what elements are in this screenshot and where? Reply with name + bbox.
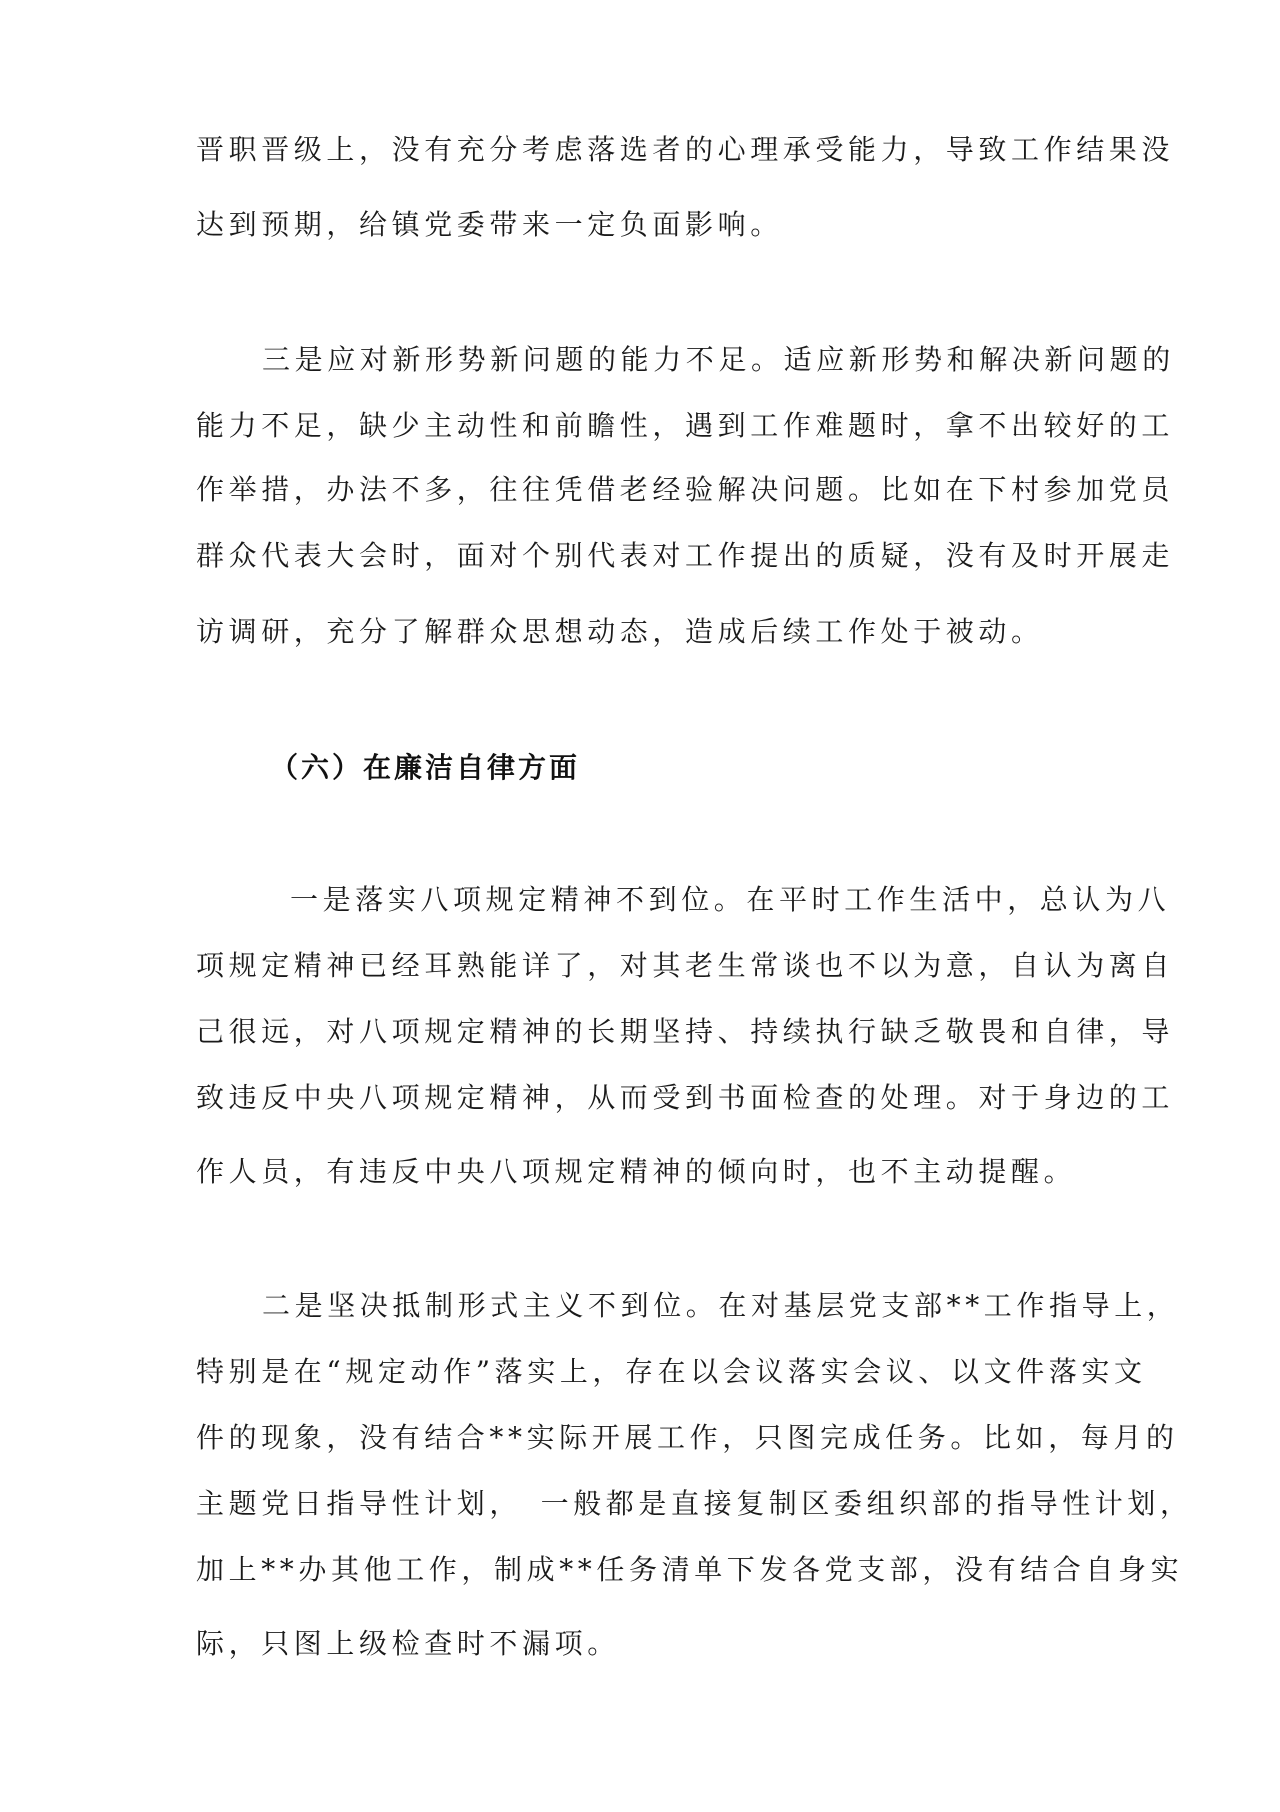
text-line: 一是落实八项规定精神不到位。在平时工作生活中，总认为八 [290, 883, 1171, 916]
text-line: 主题党日指导性计划， 一般都是直接复制区委组织部的指导性计划， [196, 1487, 1193, 1520]
text-line: 访调研，充分了解群众思想动态，造成后续工作处于被动。 [196, 615, 1044, 648]
text-line: 群众代表大会时，面对个别代表对工作提出的质疑，没有及时开展走 [196, 539, 1175, 572]
text-line: 项规定精神已经耳熟能详了，对其老生常谈也不以为意，自认为离自 [196, 949, 1175, 982]
section-heading: （六）在廉洁自律方面 [270, 751, 581, 784]
text-line: 特别是在“规定动作”落实上，存在以会议落实会议、以文件落实文 [196, 1355, 1147, 1388]
text-line: 作举措，办法不多，往往凭借老经验解决问题。比如在下村参加党员 [196, 473, 1175, 506]
text-line: 达到预期，给镇党委带来一定负面影响。 [196, 208, 783, 241]
text-line: 际，只图上级检查时不漏项。 [196, 1627, 620, 1660]
text-line: 三是应对新形势新问题的能力不足。适应新形势和解决新问题的 [262, 343, 1175, 376]
text-line: 晋职晋级上，没有充分考虑落选者的心理承受能力，导致工作结果没 [196, 133, 1175, 166]
text-line: 己很远，对八项规定精神的长期坚持、持续执行缺乏敬畏和自律，导 [196, 1015, 1175, 1048]
text-line: 致违反中央八项规定精神，从而受到书面检查的处理。对于身边的工 [196, 1081, 1175, 1114]
text-line: 加上**办其他工作，制成**任务清单下发各党支部，没有结合自身实 [196, 1553, 1184, 1586]
text-line: 件的现象，没有结合**实际开展工作，只图完成任务。比如，每月的 [196, 1421, 1179, 1454]
text-line: 作人员，有违反中央八项规定精神的倾向时，也不主动提醒。 [196, 1155, 1077, 1188]
text-line: 二是坚决抵制形式主义不到位。在对基层党支部**工作指导上， [262, 1289, 1180, 1322]
text-line: 能力不足，缺少主动性和前瞻性，遇到工作难题时，拿不出较好的工 [196, 409, 1175, 442]
